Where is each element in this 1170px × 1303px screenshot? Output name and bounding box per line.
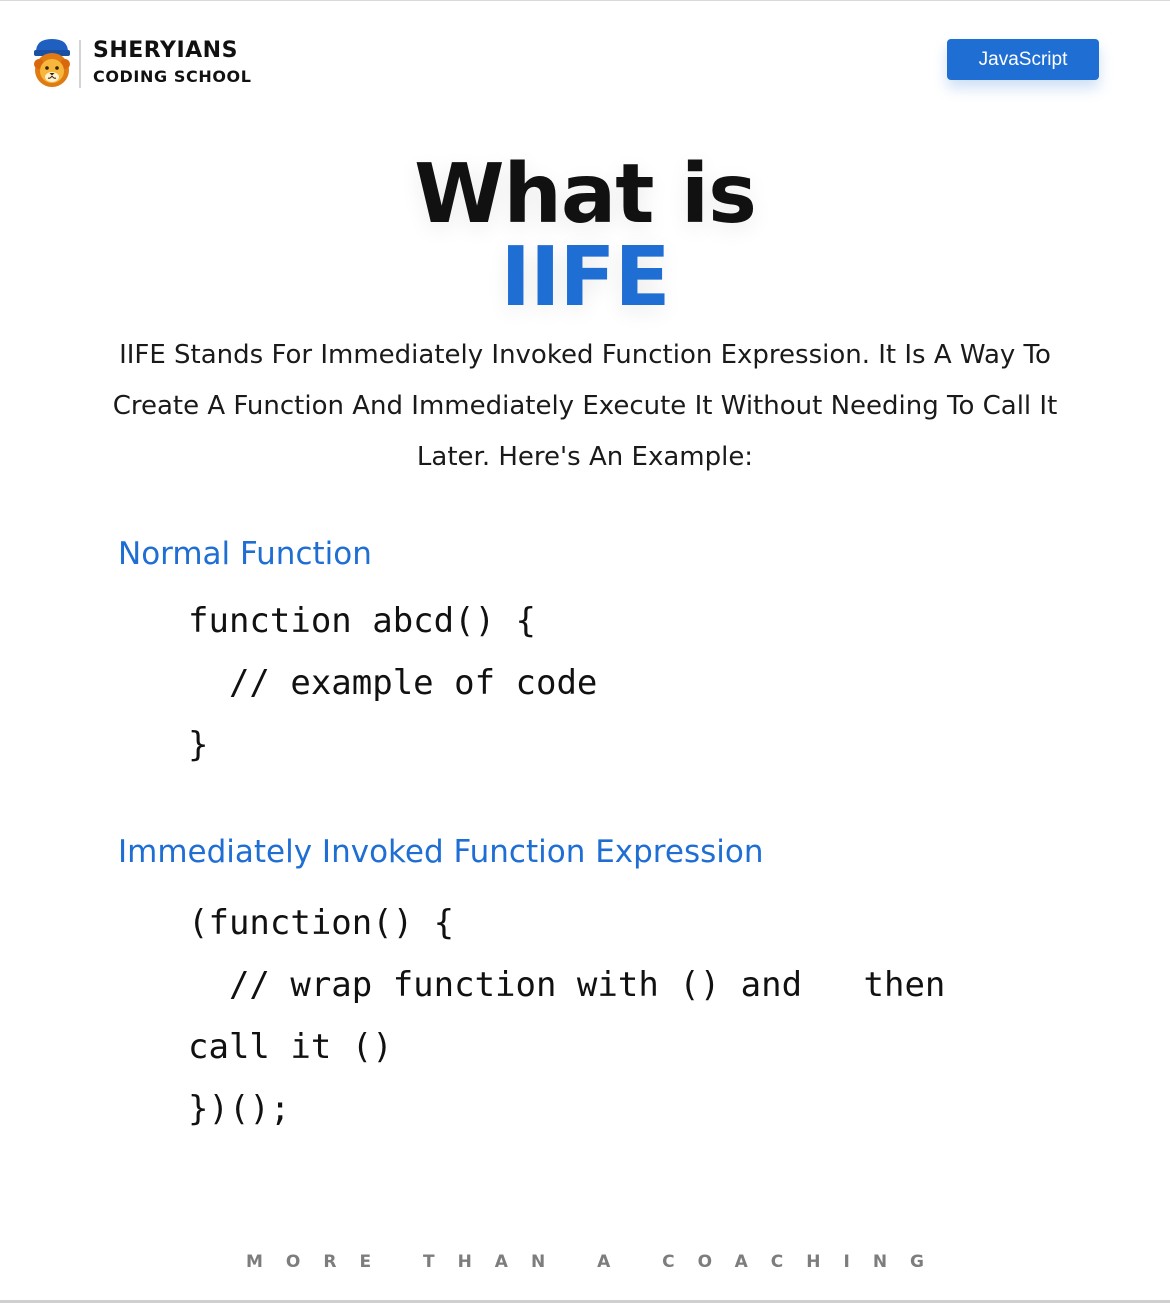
code-line: // wrap function with () and then	[188, 965, 946, 1005]
code-line: })();	[188, 1089, 291, 1129]
brand-subtitle: CODING SCHOOL	[93, 67, 252, 86]
title-line-iife: IIFE	[500, 230, 670, 325]
section-heading-iife: Immediately Invoked Function Expression	[118, 834, 764, 870]
lion-mascot-icon	[32, 36, 72, 90]
intro-paragraph: IIFE Stands For Immediately Invoked Function Expression. It Is A Way To Create A Function And Immediately Execute It Without Needing To Call It Later. Here's An Example:	[112, 340, 1058, 472]
javascript-tag-button[interactable]: JavaScript	[947, 39, 1099, 80]
code-line: function abcd() {	[188, 601, 536, 641]
code-block-iife	[188, 892, 945, 1140]
brand-logo[interactable]	[32, 36, 292, 92]
code-line: }	[188, 725, 209, 765]
code-block-normal-function	[188, 590, 597, 776]
footer-tagline: MORE THAN A COACHING	[245, 1252, 948, 1272]
page-title	[0, 147, 1170, 325]
section-heading-normal-function: Normal Function	[118, 536, 372, 572]
brand-name: SHERYIANS	[93, 38, 238, 63]
code-line: // example of code	[188, 663, 598, 703]
code-line: (function() {	[188, 903, 455, 943]
top-divider	[0, 0, 1170, 1]
title-line-what-is: What is	[414, 147, 756, 242]
code-line: call it ()	[188, 1027, 393, 1067]
brand-divider	[79, 40, 81, 88]
